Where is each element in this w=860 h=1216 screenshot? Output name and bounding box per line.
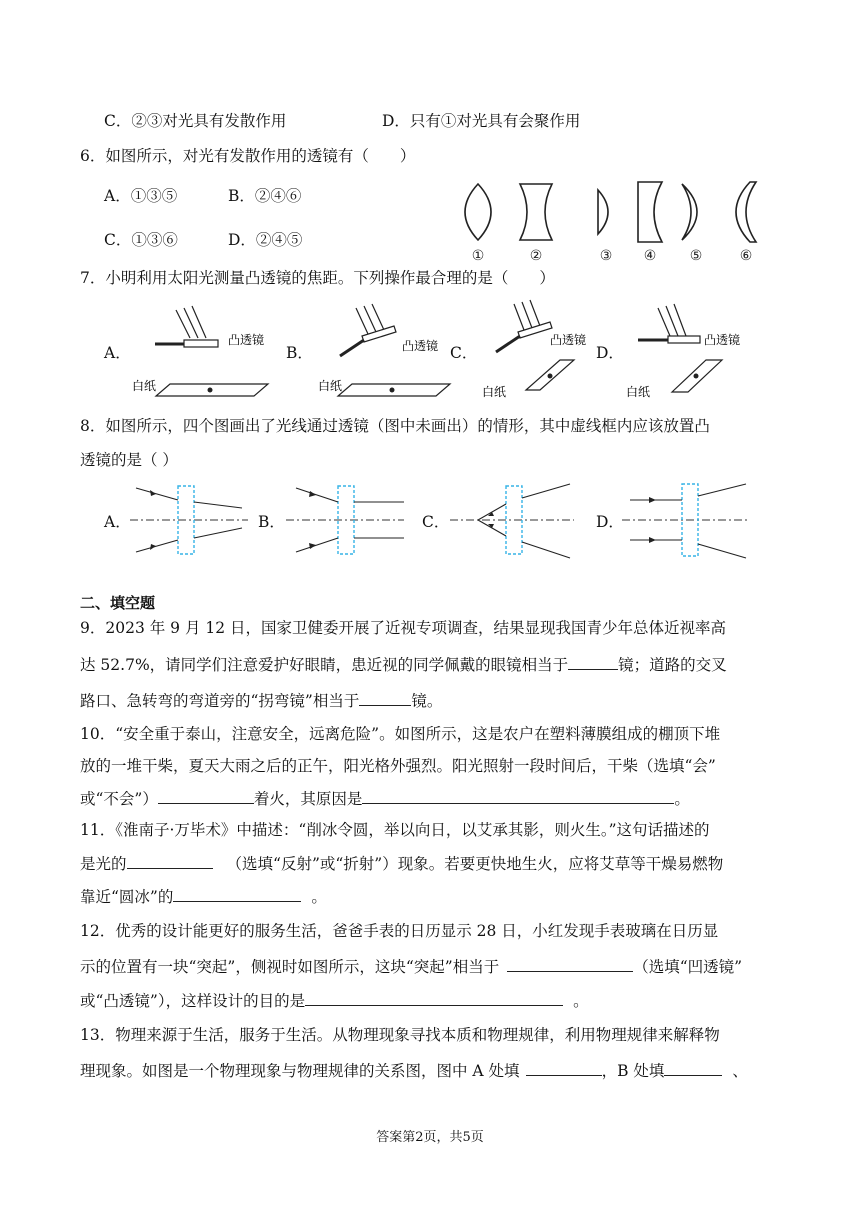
q9-line3 — [80, 690, 442, 711]
paper-label: 白纸 — [626, 385, 651, 399]
q5-option-c: C．②③对光具有发散作用 — [104, 112, 287, 130]
q11-blank-2[interactable] — [173, 886, 301, 902]
lens-label: 凸透镜 — [550, 333, 587, 347]
q7-figure-d — [622, 296, 772, 406]
q12-line2-text: 示的位置有一块“突起”，侧视时如图所示，这块“突起”相当于 — [80, 958, 500, 976]
lens-label: 凸透镜 — [402, 339, 439, 353]
q7-figure-a — [130, 300, 280, 400]
q8-figure-d — [622, 482, 752, 562]
lens-label-1: ① — [471, 248, 485, 264]
lens-label: 凸透镜 — [228, 333, 265, 347]
q10-line2: 放的一堆干柴，夏天大雨之后的正午，阳光格外强烈。阳光照射一段时间后，干柴（选填“会” — [80, 757, 716, 775]
q11-blank-1[interactable] — [127, 853, 213, 869]
q12-line3-end: 。 — [573, 992, 589, 1010]
q10-line3 — [80, 788, 690, 809]
q11-line3-end: 。 — [311, 888, 327, 906]
q6-option-c: C．①③⑥ — [104, 231, 178, 249]
q8-option-b: B． — [258, 513, 285, 531]
q12-line3 — [80, 990, 589, 1011]
q11-line3-text: 靠近“圆冰”的 — [80, 888, 174, 906]
q11-line2 — [80, 853, 723, 874]
paper-label: 白纸 — [482, 385, 507, 399]
q10-blank-1[interactable] — [158, 788, 254, 804]
q7-option-a: A． — [104, 344, 131, 362]
q11-line2-text: 是光的 — [80, 855, 127, 873]
lens-label-6: ⑥ — [739, 248, 753, 264]
q8-option-d: D． — [596, 513, 624, 531]
q7-option-d: D． — [596, 344, 624, 362]
q10-line1: 10．“安全重于泰山，注意安全，远离危险”。如图所示，这是农户在塑料薄膜组成的棚顶下堆 — [80, 725, 721, 743]
lens-label-3: ③ — [599, 248, 613, 264]
q9-line3-end: 镜。 — [411, 692, 443, 710]
q13-line2-text: 理现象。如图是一个物理现象与物理规律的关系图，图中 A 处填 — [80, 1062, 520, 1080]
q8-option-a: A． — [104, 513, 131, 531]
q13-line2-end: 、 — [732, 1062, 748, 1080]
q8-option-c: C． — [422, 513, 450, 531]
q6-option-a: A．①③⑤ — [104, 187, 178, 205]
q9-line1: 9．2023 年 9 月 12 日，国家卫健委开展了近视专项调查，结果显现我国青少年总体近视率高 — [80, 619, 727, 637]
lens-label-5: ⑤ — [689, 248, 703, 264]
paper-label: 白纸 — [132, 379, 157, 393]
lens-label-4: ④ — [643, 248, 657, 264]
q6-option-b: B．②④⑥ — [228, 187, 302, 205]
page-footer: 答案第2页，共5页 — [376, 1130, 484, 1145]
q12-line1: 12．优秀的设计能更好的服务生活，爸爸手表的日历显示 28 日，小红发现手表玻璃在日历显 — [80, 922, 719, 940]
q12-blank-2[interactable] — [305, 990, 563, 1006]
q8-figure-b — [286, 482, 406, 562]
section-title: 二、填空题 — [80, 594, 156, 612]
q8-figure-c — [450, 482, 580, 562]
q6-option-d: D．②④⑤ — [228, 231, 303, 249]
q7-option-b: B． — [286, 344, 313, 362]
q10-line3-text: 或“不会”） — [80, 790, 158, 808]
q7-figure-b — [312, 300, 462, 400]
q5-option-d: D．只有①对光具有会聚作用 — [382, 112, 581, 130]
q9-line2 — [80, 654, 727, 675]
q11-line1: 11．《淮南子·万毕术》中描述：“削冰令圆，举以向日，以艾承其影，则火生。”这句话描述的 — [80, 821, 710, 839]
q8-figure-a — [130, 482, 250, 562]
q9-blank-2[interactable] — [359, 690, 411, 706]
q12-line3-text: 或“凸透镜”），这样设计的目的是 — [80, 992, 306, 1010]
paper-label: 白纸 — [318, 379, 343, 393]
q13-blank-a[interactable] — [526, 1060, 602, 1076]
q11-line3 — [80, 886, 327, 907]
lens-label: 凸透镜 — [704, 333, 741, 347]
q8-stem-line1: 8．如图所示，四个图画出了光线通过透镜（图中未画出）的情形，其中虚线框内应该放置凸 — [80, 417, 710, 435]
q13-line2 — [80, 1060, 748, 1081]
q12-line2 — [80, 956, 742, 977]
q12-line2-end: （选填“凹透镜” — [633, 958, 743, 976]
q6-stem: 6．如图所示，对光有发散作用的透镜有（ ） — [80, 147, 416, 165]
q10-line3-end: 。 — [674, 790, 690, 808]
q9-line3-text: 路口、急转弯的弯道旁的“拐弯镜”相当于 — [80, 692, 360, 710]
q6-lens-figure — [450, 176, 780, 266]
q13-line1: 13．物理来源于生活，服务于生活。从物理现象寻找本质和物理规律，利用物理规律来解释物 — [80, 1026, 720, 1044]
q10-line3-mid: 着火，其原因是 — [253, 790, 363, 808]
q9-blank-1[interactable] — [568, 654, 618, 670]
q11-line2-end: （选填“反射”或“折射”）现象。若要更快地生火，应将艾草等干燥易燃物 — [226, 855, 724, 873]
q10-blank-2[interactable] — [362, 788, 674, 804]
q12-blank-1[interactable] — [507, 956, 633, 972]
q9-line2-text: 达 52.7%，请同学们注意爱护好眼睛，患近视的同学佩戴的眼镜相当于 — [80, 656, 569, 674]
q13-line2-mid: ，B 处填 — [601, 1062, 665, 1080]
q13-blank-b[interactable] — [664, 1060, 722, 1076]
q8-stem-line2: 透镜的是（ ） — [80, 451, 178, 469]
q7-stem: 7．小明利用太阳光测量凸透镜的焦距。下列操作最合理的是（ ） — [80, 269, 555, 287]
q7-option-c: C． — [450, 344, 478, 362]
lens-label-2: ② — [529, 248, 543, 264]
q9-line2-end: 镜；道路的交叉 — [618, 656, 727, 674]
